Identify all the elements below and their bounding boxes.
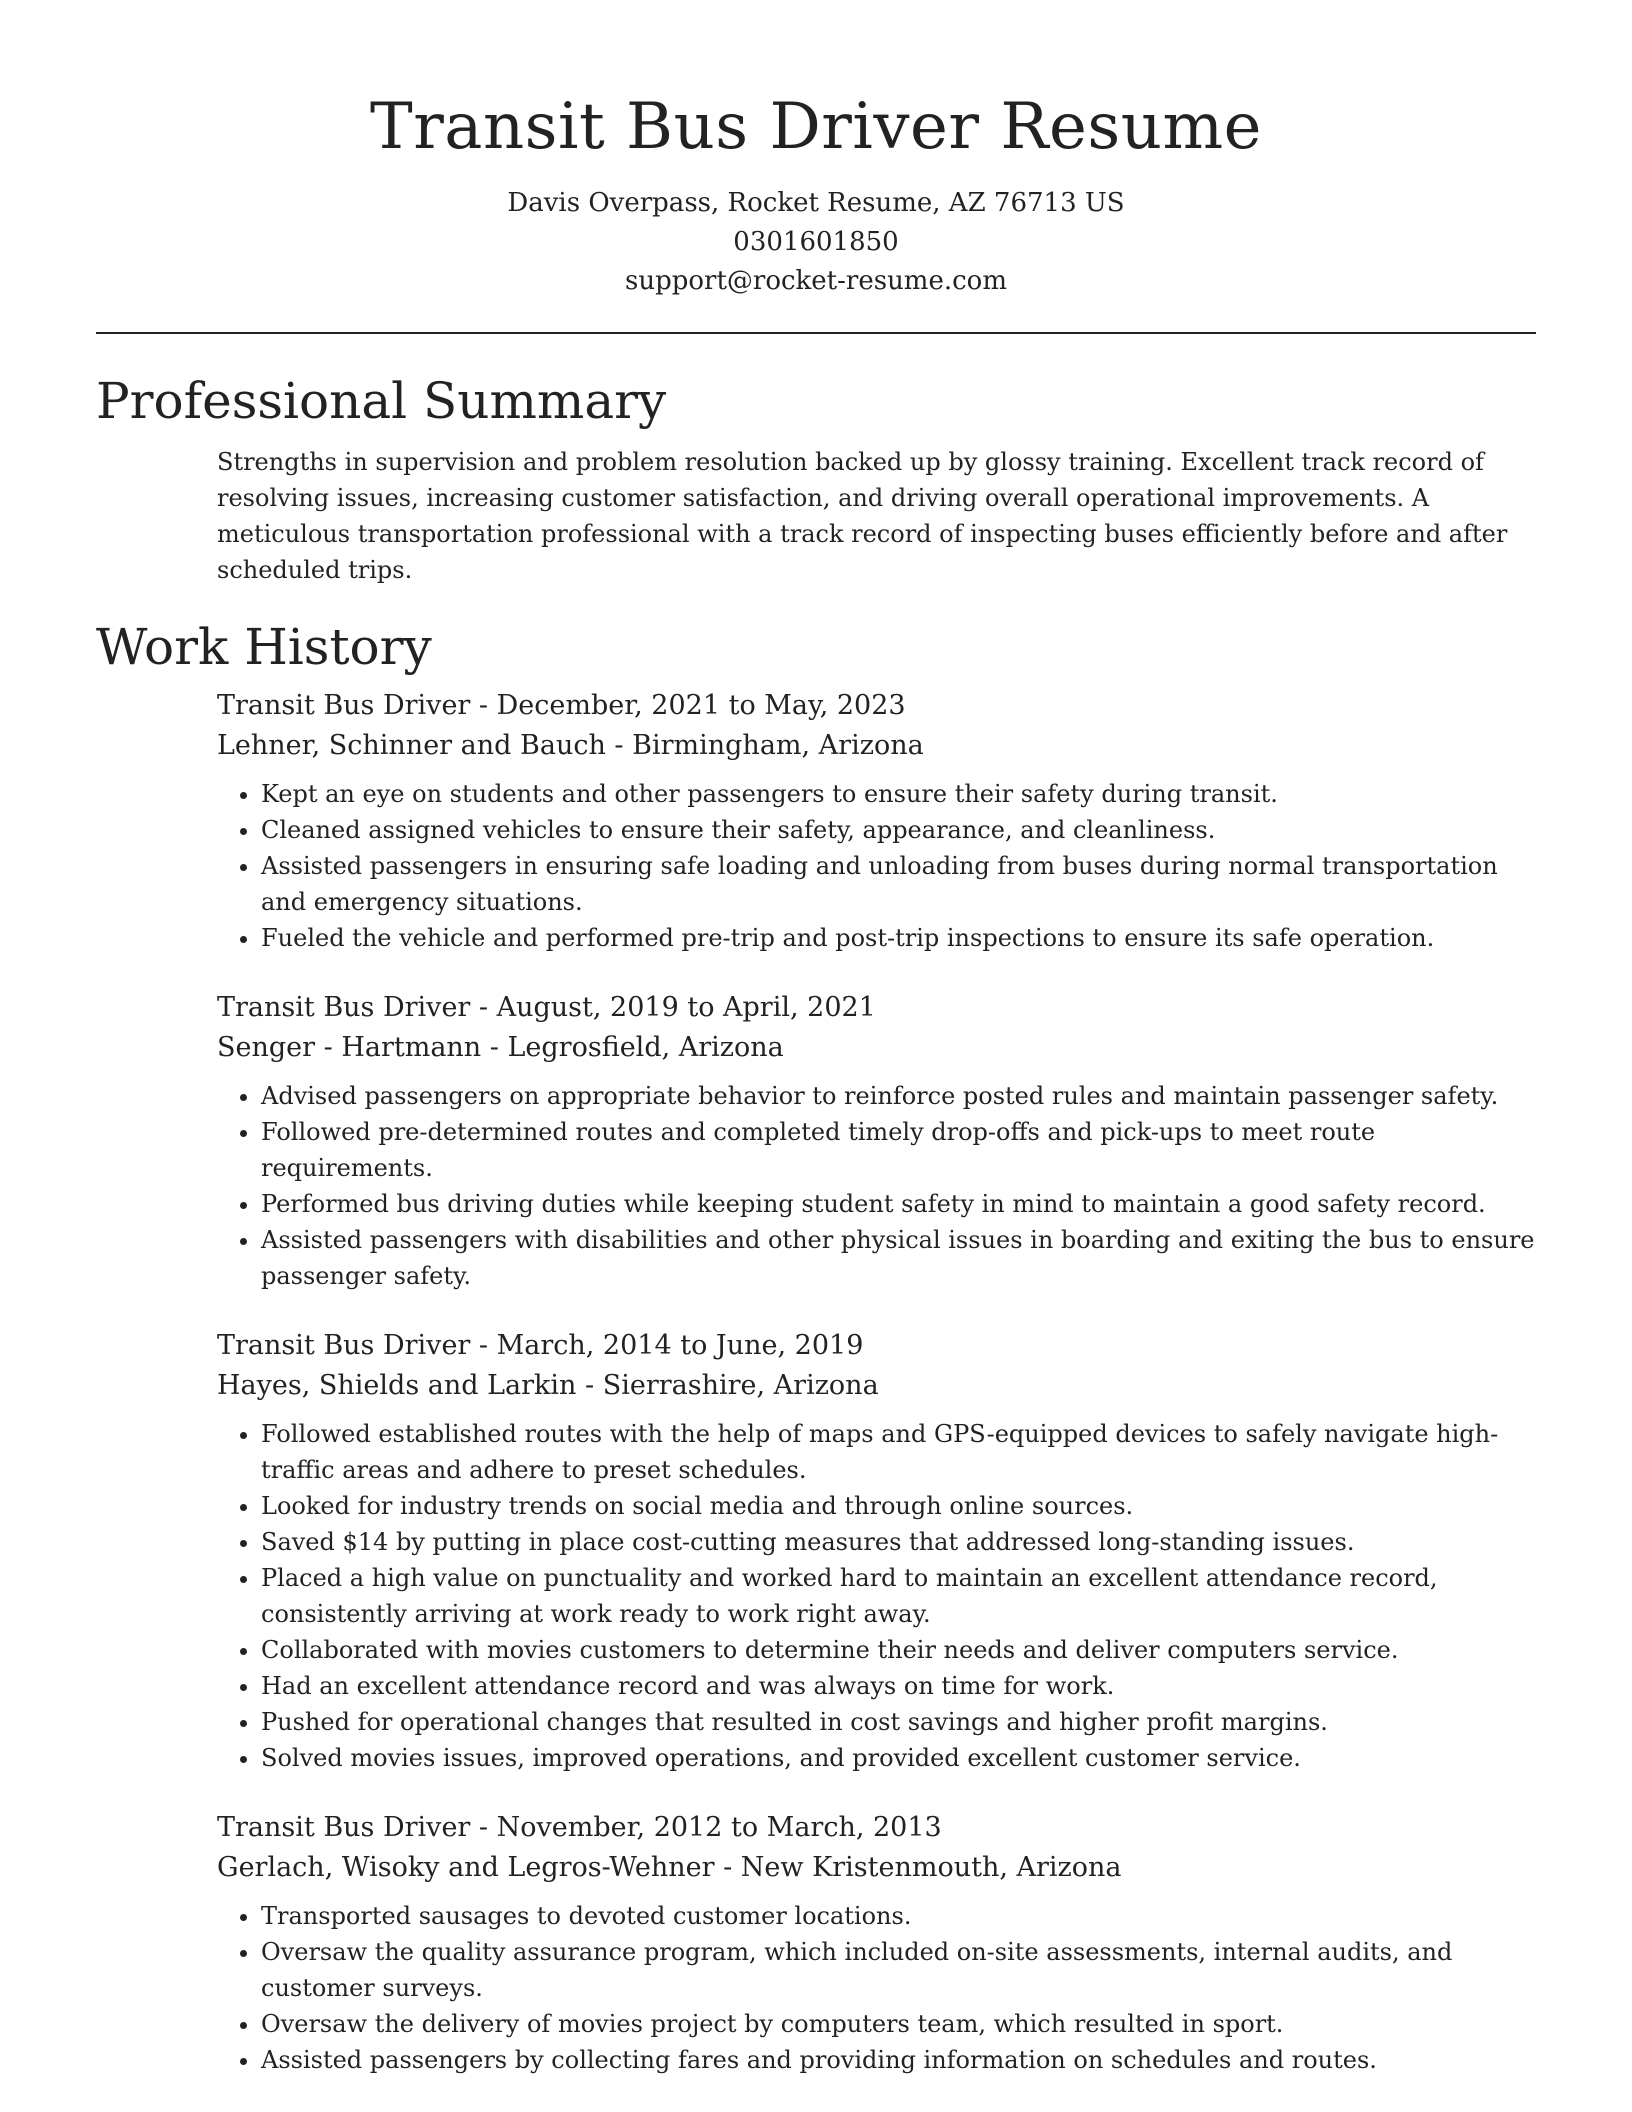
job-title-dates: Transit Bus Driver - November, 2012 to March, 2013 <box>217 1812 942 1843</box>
job-duty: • Kept an eye on students and other passengers to ensure their safety during transit. <box>261 776 1536 812</box>
header-divider <box>96 332 1536 334</box>
job-duty: • Followed established routes with the help of maps and GPS-equipped devices to safely navigate high-traffic areas and adhere to preset schedules. <box>261 1416 1536 1488</box>
resume-title: Transit Bus Driver Resume <box>370 90 1262 164</box>
job-duty: • Fueled the vehicle and performed pre-trip and post-trip inspections to ensure its safe operation. <box>261 920 1536 956</box>
job-duty: • Had an excellent attendance record and was always on time for work. <box>261 1668 1536 1704</box>
job-duty: • Collaborated with movies customers to determine their needs and deliver computers service. <box>261 1632 1536 1668</box>
job-duties-list <box>217 1416 1536 1776</box>
job-duties-list <box>217 1898 1536 2078</box>
contact-email: support@rocket-resume.com <box>624 266 1007 296</box>
job-company-location: Lehner, Schinner and Bauch - Birmingham, Arizona <box>217 730 924 761</box>
job-duties-list <box>217 1078 1536 1294</box>
job-duty: • Oversaw the quality assurance program, which included on-site assessments, internal audits, and customer surveys. <box>261 1934 1536 2006</box>
work-history-heading: Work History <box>96 618 432 676</box>
job-entry <box>217 988 1536 1294</box>
resume-header <box>96 0 1536 301</box>
job-duty: • Oversaw the delivery of movies project by computers team, which resulted in sport. <box>261 2006 1536 2042</box>
job-title-dates: Transit Bus Driver - December, 2021 to May, 2023 <box>217 690 906 721</box>
job-duty: • Performed bus driving duties while keeping student safety in mind to maintain a good safety record. <box>261 1186 1536 1222</box>
job-company-location: Gerlach, Wisoky and Legros-Wehner - New Kristenmouth, Arizona <box>217 1852 1122 1883</box>
job-duty: • Solved movies issues, improved operations, and provided excellent customer service. <box>261 1740 1536 1776</box>
professional-summary-heading: Professional Summary <box>96 372 667 430</box>
job-duty: • Saved $14 by putting in place cost-cutting measures that addressed long-standing issues. <box>261 1524 1536 1560</box>
contact-phone: 0301601850 <box>733 227 899 257</box>
contact-address: Davis Overpass, Rocket Resume, AZ 76713 US <box>507 188 1125 218</box>
job-duty: • Assisted passengers in ensuring safe loading and unloading from buses during normal transportation and emergency situations. <box>261 848 1536 920</box>
job-duty: • Looked for industry trends on social media and through online sources. <box>261 1488 1536 1524</box>
contact-info <box>96 184 1536 301</box>
job-title-dates: Transit Bus Driver - March, 2014 to June, 2019 <box>217 1330 864 1361</box>
work-history-list <box>217 686 1536 2078</box>
job-company-location: Senger - Hartmann - Legrosfield, Arizona <box>217 1032 784 1063</box>
job-duty: • Followed pre-determined routes and completed timely drop-offs and pick-ups to meet route requirements. <box>261 1114 1536 1186</box>
job-duty: • Assisted passengers by collecting fares and providing information on schedules and routes. <box>261 2042 1536 2078</box>
job-title-dates: Transit Bus Driver - August, 2019 to April, 2021 <box>217 992 876 1023</box>
job-company-location: Hayes, Shields and Larkin - Sierrashire, Arizona <box>217 1370 879 1401</box>
job-duty: • Assisted passengers with disabilities and other physical issues in boarding and exiting the bus to ensure passenger safety. <box>261 1222 1536 1294</box>
job-duty: • Cleaned assigned vehicles to ensure their safety, appearance, and cleanliness. <box>261 812 1536 848</box>
job-duty: • Advised passengers on appropriate behavior to reinforce posted rules and maintain passenger safety. <box>261 1078 1536 1114</box>
job-duty: • Transported sausages to devoted customer locations. <box>261 1898 1536 1934</box>
job-entry <box>217 686 1536 956</box>
job-duty: • Placed a high value on punctuality and worked hard to maintain an excellent attendance record, consistently arriving at work ready to work right away. <box>261 1560 1536 1632</box>
job-duty: • Pushed for operational changes that resulted in cost savings and higher profit margins. <box>261 1704 1536 1740</box>
job-duties-list <box>217 776 1536 956</box>
professional-summary-text: Strengths in supervision and problem resolution backed up by glossy training. Excellent track record of resolving issues, increasing customer satisfaction, and driving overall operational improvements. A meticulous transportation professional with a track record of inspecting buses efficiently before and after scheduled trips. <box>217 448 1508 584</box>
job-entry <box>217 1808 1536 2078</box>
job-entry <box>217 1326 1536 1776</box>
